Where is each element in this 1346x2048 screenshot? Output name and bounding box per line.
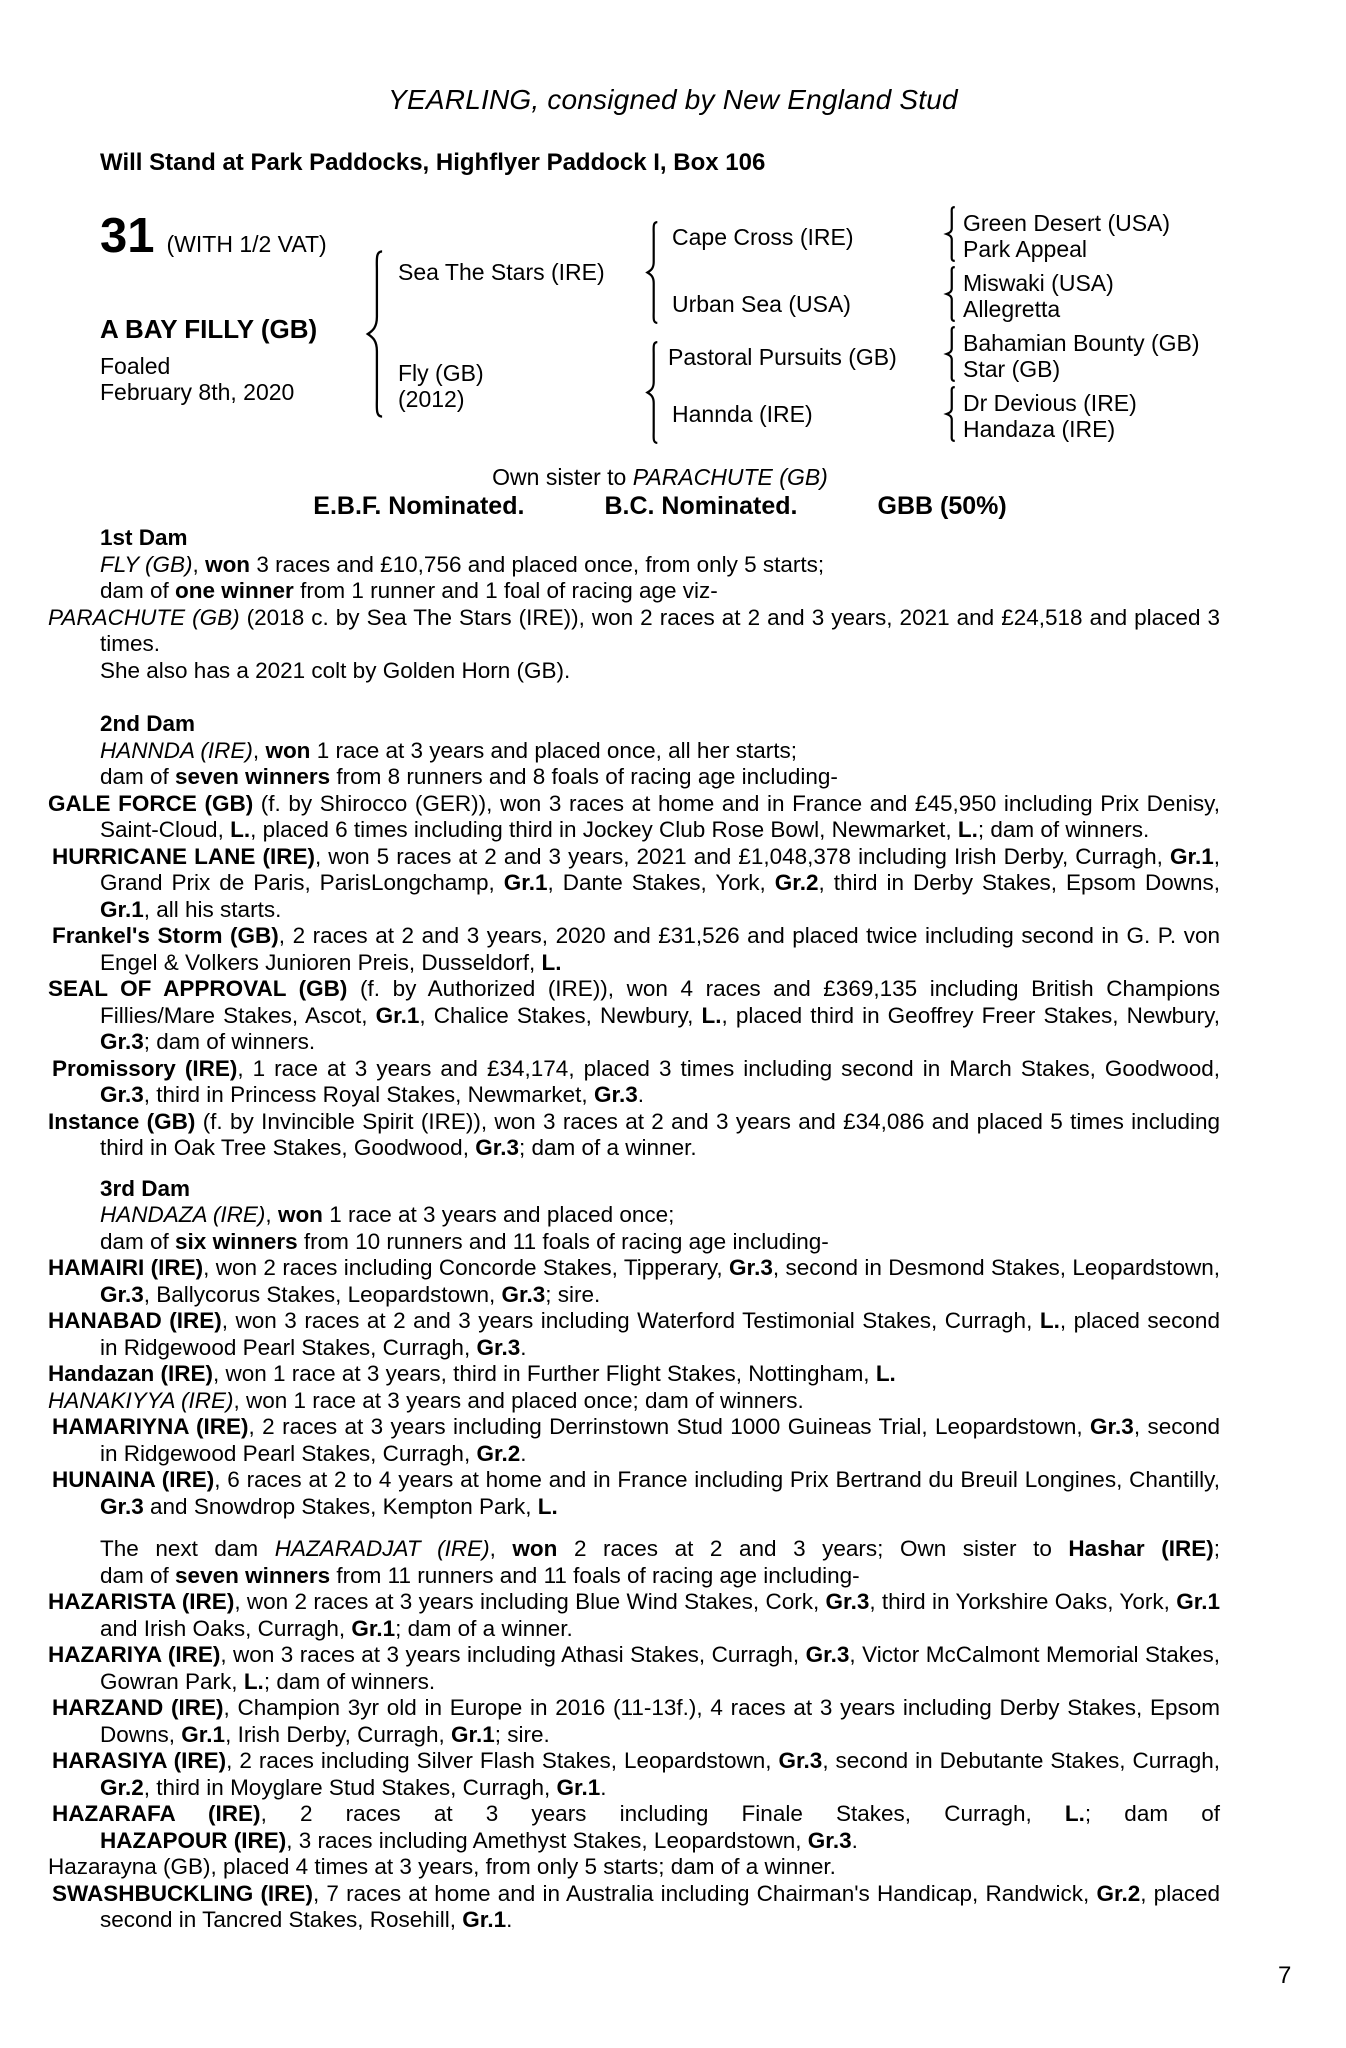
page-title: YEARLING, consigned by New England Stud: [388, 84, 958, 115]
catalogue-paragraph: HANAKIYYA (IRE), won 1 race at 3 years and placed once; dam of winners.: [48, 1387, 804, 1413]
catalogue-paragraph: HAZARIYA (IRE), won 3 races at 3 years including Athasi Stakes, Curragh, Gr.3, Victor McCalmont Memorial Stakes, Gowran Park, L.; dam of winners.: [48, 1642, 1220, 1694]
pedigree-dam: Fly (GB): [398, 360, 484, 386]
pedigree-dam-year: (2012): [398, 386, 465, 412]
subject-name: A BAY FILLY (GB): [100, 314, 318, 344]
pedigree-ggp-1: Green Desert (USA): [963, 210, 1171, 236]
catalogue-paragraph: HARZAND (IRE), Champion 3yr old in Europe in 2016 (11-13f.), 4 races at 3 years including Derby Stakes, Epsom Downs, Gr.1, Irish Derby, Curragh, Gr.1; sire.: [52, 1695, 1220, 1747]
catalogue-paragraph: She also has a 2021 colt by Golden Horn (GB).: [100, 657, 571, 683]
gbb-note: GBB (50%): [877, 492, 1007, 520]
catalogue-paragraph: HAZAPOUR (IRE), 3 races including Amethyst Stakes, Leopardstown, Gr.3.: [100, 1827, 858, 1853]
catalogue-paragraph: dam of seven winners from 11 runners and 11 foals of racing age including-: [100, 1562, 860, 1588]
catalogue-paragraph: dam of seven winners from 8 runners and 8 foals of racing age including-: [100, 764, 838, 789]
page-number: 7: [1278, 1962, 1292, 1989]
catalogue-paragraph: HAZARISTA (IRE), won 2 races at 3 years including Blue Wind Stakes, Cork, Gr.3, third in Yorkshire Oaks, York, Gr.1 and Irish Oaks, Curragh, Gr.1; dam of a winner.: [48, 1589, 1220, 1641]
catalogue-paragraph: SEAL OF APPROVAL (GB) (f. by Authorized (IRE)), won 4 races and £369,135 including British Champions Fillies/Mare Stakes, Ascot, Gr.1, Chalice Stakes, Newbury, L., placed third in Geoffrey Freer Stakes, Newbury, Gr.3; dam of winners.: [48, 976, 1220, 1054]
nominations-line: [100, 492, 1220, 521]
pedigree-brace-gp2: [942, 266, 957, 322]
pedigree-sire-sire: Cape Cross (IRE): [672, 224, 854, 250]
catalogue-paragraph: Promissory (IRE), 1 race at 3 years and £34,174, placed 3 times including second in March Stakes, Goodwood, Gr.3, third in Princess Royal Stakes, Newmarket, Gr.3.: [52, 1055, 1220, 1107]
catalogue-paragraph: FLY (GB), won 3 races and £10,756 and placed once, from only 5 starts;: [100, 551, 825, 577]
section-heading: 3rd Dam: [100, 1175, 191, 1201]
pedigree-ggp-5: Bahamian Bounty (GB): [963, 330, 1200, 356]
lot-number: 31: [100, 209, 155, 263]
pedigree-sire: Sea The Stars (IRE): [398, 259, 605, 285]
pedigree-brace-gp3: [942, 326, 957, 382]
pedigree-sire-dam: Urban Sea (USA): [672, 291, 851, 317]
pedigree-brace-gp4: [942, 386, 957, 442]
catalogue-paragraph: Handazan (IRE), won 1 race at 3 years, third in Further Flight Stakes, Nottingham, L.: [48, 1361, 896, 1386]
pedigree-ggp-4: Allegretta: [963, 296, 1061, 322]
pedigree-ggp-8: Handaza (IRE): [963, 416, 1116, 442]
pedigree-dam-dam: Hannda (IRE): [672, 401, 813, 427]
catalogue-paragraph: HURRICANE LANE (IRE), won 5 races at 2 and 3 years, 2021 and £1,048,378 including Irish Derby, Curragh, Gr.1, Grand Prix de Paris, ParisLongchamp, Gr.1, Dante Stakes, York, Gr.2, third in Derby Stakes, Epsom Downs, Gr.1, all his starts.: [52, 843, 1220, 922]
pedigree-brace-dam: [642, 340, 660, 445]
catalogue-paragraph: HANDAZA (IRE), won 1 race at 3 years and placed once;: [100, 1202, 675, 1227]
pedigree-brace-gp1: [942, 206, 957, 262]
catalogue-paragraph: HUNAINA (IRE), 6 races at 2 to 4 years at home and in France including Prix Bertrand du Breuil Longines, Chantilly, Gr.3 and Snowdrop Stakes, Kempton Park, L.: [52, 1467, 1220, 1519]
catalogue-paragraph: HAMAIRI (IRE), won 2 races including Concorde Stakes, Tipperary, Gr.3, second in Desmond Stakes, Leopardstown, Gr.3, Ballycorus Stakes, Leopardstown, Gr.3; sire.: [48, 1255, 1220, 1307]
catalogue-paragraph: Instance (GB) (f. by Invincible Spirit (IRE)), won 3 races at 2 and 3 years and £34,086 and placed 5 times including third in Oak Tree Stakes, Goodwood, Gr.3; dam of a winner.: [48, 1108, 1220, 1160]
catalogue-paragraph: dam of six winners from 10 runners and 11 foals of racing age including-: [100, 1228, 829, 1254]
catalogue-paragraph: HANNDA (IRE), won 1 race at 3 years and placed once, all her starts;: [100, 737, 797, 763]
ebf-nomination: E.B.F. Nominated.: [313, 492, 525, 520]
pedigree-ggp-7: Dr Devious (IRE): [963, 390, 1137, 416]
catalogue-paragraph: The next dam HAZARADJAT (IRE), won 2 races at 2 and 3 years; Own sister to Hashar (IRE);: [100, 1536, 1220, 1561]
catalogue-paragraph: PARACHUTE (GB) (2018 c. by Sea The Stars (IRE)), won 2 races at 2 and 3 years, 2021 and £24,518 and placed 3 times.: [48, 604, 1221, 656]
pedigree-brace-sire: [642, 220, 660, 325]
section-heading: 1st Dam: [100, 525, 188, 550]
bc-nomination: B.C. Nominated.: [604, 492, 798, 520]
foaled-label: Foaled: [100, 353, 171, 379]
catalogue-paragraph: HARASIYA (IRE), 2 races including Silver Flash Stakes, Leopardstown, Gr.3, second in Debutante Stakes, Curragh, Gr.2, third in Moyglare Stud Stakes, Curragh, Gr.1.: [52, 1748, 1220, 1800]
own-sister-prefix: Own sister to: [492, 464, 633, 490]
lot-row: [100, 209, 327, 263]
own-sister-name: PARACHUTE (GB): [632, 464, 828, 490]
catalogue-paragraph: GALE FORCE (GB) (f. by Shirocco (GER)), won 3 races at home and in France and £45,950 including Prix Denisy, Saint-Cloud, L., placed 6 times including third in Jockey Club Rose Bowl, Newmarket, L.; dam of winners.: [48, 790, 1220, 842]
catalogue-body: [48, 525, 1221, 1934]
pedigree-ggp-6: Star (GB): [963, 356, 1061, 382]
catalogue-paragraph: Hazarayna (GB), placed 4 times at 3 years, from only 5 starts; dam of a winner.: [48, 1854, 836, 1879]
catalogue-paragraph: Frankel's Storm (GB), 2 races at 2 and 3 years, 2020 and £31,526 and placed twice including second in G. P. von Engel & Volkers Junioren Preis, Dusseldorf, L.: [52, 923, 1220, 975]
pedigree-ggp-2: Park Appeal: [963, 236, 1088, 262]
section-heading: 2nd Dam: [100, 711, 196, 736]
own-sister-line: [100, 464, 1220, 491]
catalogue-paragraph: SWASHBUCKLING (IRE), 7 races at home and in Australia including Chairman's Handicap, Randwick, Gr.2, placed second in Tancred Stakes, Rosehill, Gr.1.: [52, 1880, 1220, 1932]
catalogue-paragraph: HANABAD (IRE), won 3 races at 2 and 3 years including Waterford Testimonial Stakes, Curragh, L., placed second in Ridgewood Pearl Stakes, Curragh, Gr.3.: [48, 1308, 1220, 1360]
pedigree-brace-main: [360, 248, 386, 420]
pedigree-ggp-3: Miswaki (USA): [963, 270, 1114, 296]
foaled-date: February 8th, 2020: [100, 379, 295, 405]
pedigree-dam-sire: Pastoral Pursuits (GB): [668, 344, 897, 370]
catalogue-paragraph: dam of one winner from 1 runner and 1 foal of racing age viz-: [100, 578, 718, 603]
vat-note: (WITH 1/2 VAT): [166, 231, 327, 257]
catalogue-paragraph: HAZARAFA (IRE), 2 races at 3 years including Finale Stakes, Curragh, L.; dam of: [52, 1801, 1220, 1826]
stand-location-line: Will Stand at Park Paddocks, Highflyer Paddock I, Box 106: [100, 149, 766, 176]
catalogue-paragraph: HAMARIYNA (IRE), 2 races at 3 years including Derrinstown Stud 1000 Guineas Trial, Leopardstown, Gr.3, second in Ridgewood Pearl Stakes, Curragh, Gr.2.: [52, 1414, 1221, 1466]
